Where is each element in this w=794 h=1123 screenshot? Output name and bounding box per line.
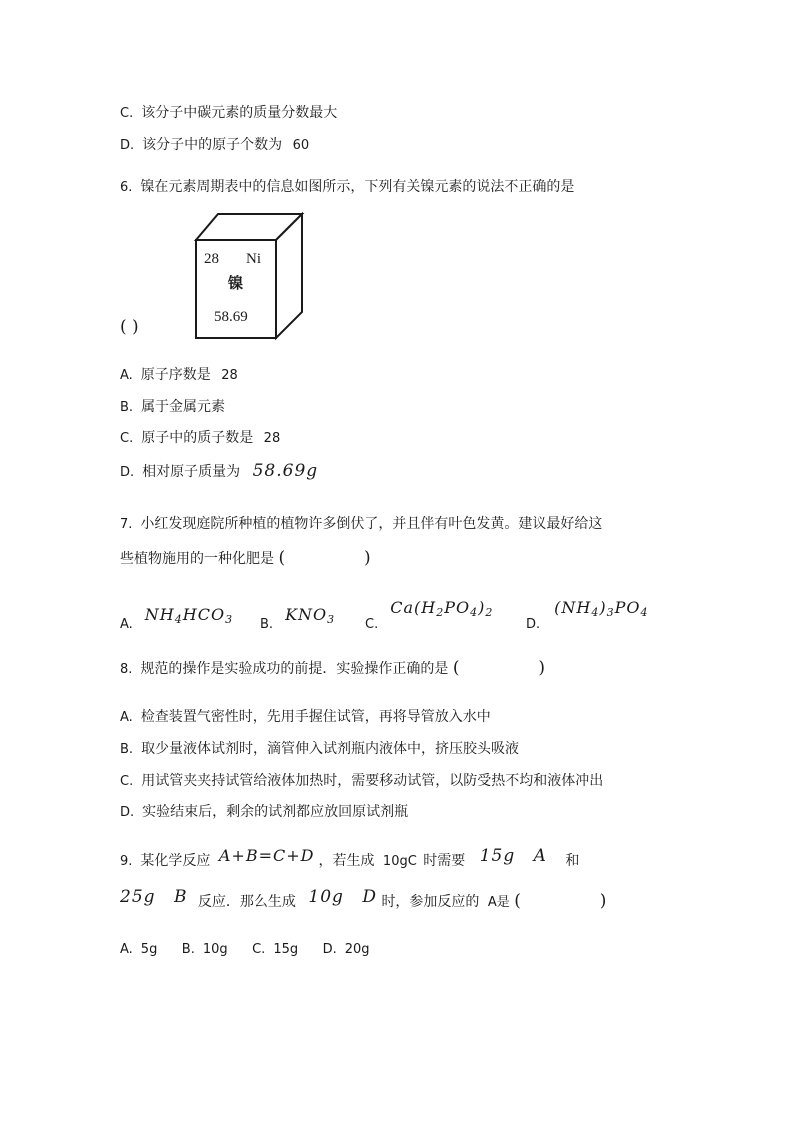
option-label: C. [252,942,266,957]
option-value: 20g [344,942,370,957]
element-symbol: Ni [246,251,261,267]
question-number: 6. [120,180,133,195]
option-value: 5g [140,942,158,957]
question-text: 某化学反应 [140,853,211,869]
q7-option-b[interactable] [260,605,335,632]
option-text: 相对原子质量为 [142,464,241,480]
mass-a: 15g [479,846,516,866]
mass-d: 10g [308,887,344,907]
option-text: 该分子中的原子个数为 [142,137,283,153]
q8-stem [120,658,545,678]
option-label: D. [120,805,135,820]
answer-blank-open[interactable]: ( [452,658,460,678]
q7-option-d[interactable] [526,598,649,632]
q5-option-d[interactable] [120,134,309,154]
option-label: D. [322,942,337,957]
q8-option-d[interactable] [120,801,408,821]
q6-stem [120,176,574,196]
option-label: D. [120,138,135,153]
option-label: B. [120,742,134,757]
option-value: 15g [273,942,299,957]
element-name: 镍 [228,276,244,292]
q7-stem-line1 [120,513,602,533]
option-label: B. [260,617,274,632]
option-value: 28 [221,368,238,383]
formula-nh4hco3: $NH_4HCO_3$ [144,605,234,626]
question-text: ，若生成 [318,853,375,869]
option-label: D. [120,465,135,480]
option-value: 60 [292,138,310,153]
formula-kno3: $KNO_3$ [285,605,336,626]
option-value: 10g [202,942,228,957]
question-text: 反应．那么生成 [197,894,296,910]
answer-blank-close[interactable]: ) [538,658,546,678]
option-label: C. [120,431,134,446]
option-label: C. [120,106,134,121]
answer-blank-close[interactable]: ) [364,548,371,568]
option-label: D. [526,617,541,632]
q9-options [120,941,370,957]
option-label: A. [120,710,133,725]
option-label: B. [120,400,134,415]
option-text: 该分子中碳元素的质量分数最大 [141,105,338,121]
q7-stem-line2 [120,548,371,568]
option-label: A. [120,368,133,383]
question-text: 时，参加反应的 [381,894,480,910]
option-text: 原子中的质子数是 [141,430,254,446]
question-text: 镍在元素周期表中的信息如图所示，下列有关镍元素的说法不正确的是 [140,179,575,195]
q9-option-a[interactable] [120,941,177,957]
option-label: A. [120,942,133,957]
option-label: B. [181,942,195,957]
option-value: 28 [263,431,281,446]
option-text: 检查装置气密性时，先用手握住试管，再将导管放入水中 [140,709,491,725]
q6-option-c[interactable] [120,427,280,447]
option-text: 实验结束后，剩余的试剂都应放回原试剂瓶 [142,804,409,820]
answer-blank-open[interactable]: ( [514,891,521,911]
q9-option-c[interactable] [252,941,318,957]
symbol-d: D [362,887,377,907]
q7-option-a[interactable] [120,605,233,632]
formula-nh4-3po4: $(NH_4)_3PO_4$ [554,598,649,619]
question-number: 7. [120,517,133,532]
q6-option-d[interactable] [120,461,318,481]
atomic-mass: 58.69 [214,309,248,325]
question-number: 8. [120,662,133,677]
q6-option-a[interactable] [120,364,238,384]
periodic-table-cell [190,208,310,344]
question-text: 和 [565,853,580,869]
option-label: C. [365,617,379,632]
symbol-b: B [173,887,188,907]
question-text: 小红发现庭院所种植的植物许多倒伏了，并且伴有叶色发黄。建议最好给这 [140,516,603,532]
question-text: A是 [487,895,510,910]
q9-option-d[interactable] [323,941,370,957]
question-text: 时需要 [423,853,466,869]
reaction-equation: A+B=C+D [218,846,315,865]
product-mass: 10gC [382,854,417,869]
option-label: A. [120,617,133,632]
question-text: 些植物施用的一种化肥是 [120,551,274,567]
q6-option-b[interactable] [120,396,225,416]
answer-blank-open[interactable]: ( [278,548,286,568]
option-text: 原子序数是 [140,367,211,383]
q8-option-a[interactable] [120,706,491,726]
q6-answer-blank[interactable]: ( ) [120,317,139,337]
symbol-a: A [533,846,547,866]
q9-stem-line2 [120,887,606,911]
q8-option-b[interactable] [120,738,519,758]
q7-option-c[interactable] [365,598,493,632]
question-text: 规范的操作是实验成功的前提．实验操作正确的是 [140,661,449,677]
mass-b: 25g [120,887,156,907]
question-number: 9. [120,854,133,869]
option-value: 58.69g [252,461,319,481]
q9-option-b[interactable] [182,941,248,957]
option-text: 取少量液体试剂时，滴管伸入试剂瓶内液体中，挤压胶头吸液 [141,741,520,757]
atomic-number: 28 [204,251,219,267]
q8-option-c[interactable] [120,770,603,790]
q5-option-c[interactable] [120,102,337,122]
q9-stem-line1 [120,846,579,870]
answer-blank-close[interactable]: ) [599,891,607,911]
formula-ca-h2po4-2: $Ca(H_2PO_4)_2$ [390,598,494,619]
option-label: C. [120,774,134,789]
option-text: 用试管夹夹持试管给液体加热时，需要移动试管，以防受热不均和液体冲出 [141,773,604,789]
option-text: 属于金属元素 [141,399,226,415]
